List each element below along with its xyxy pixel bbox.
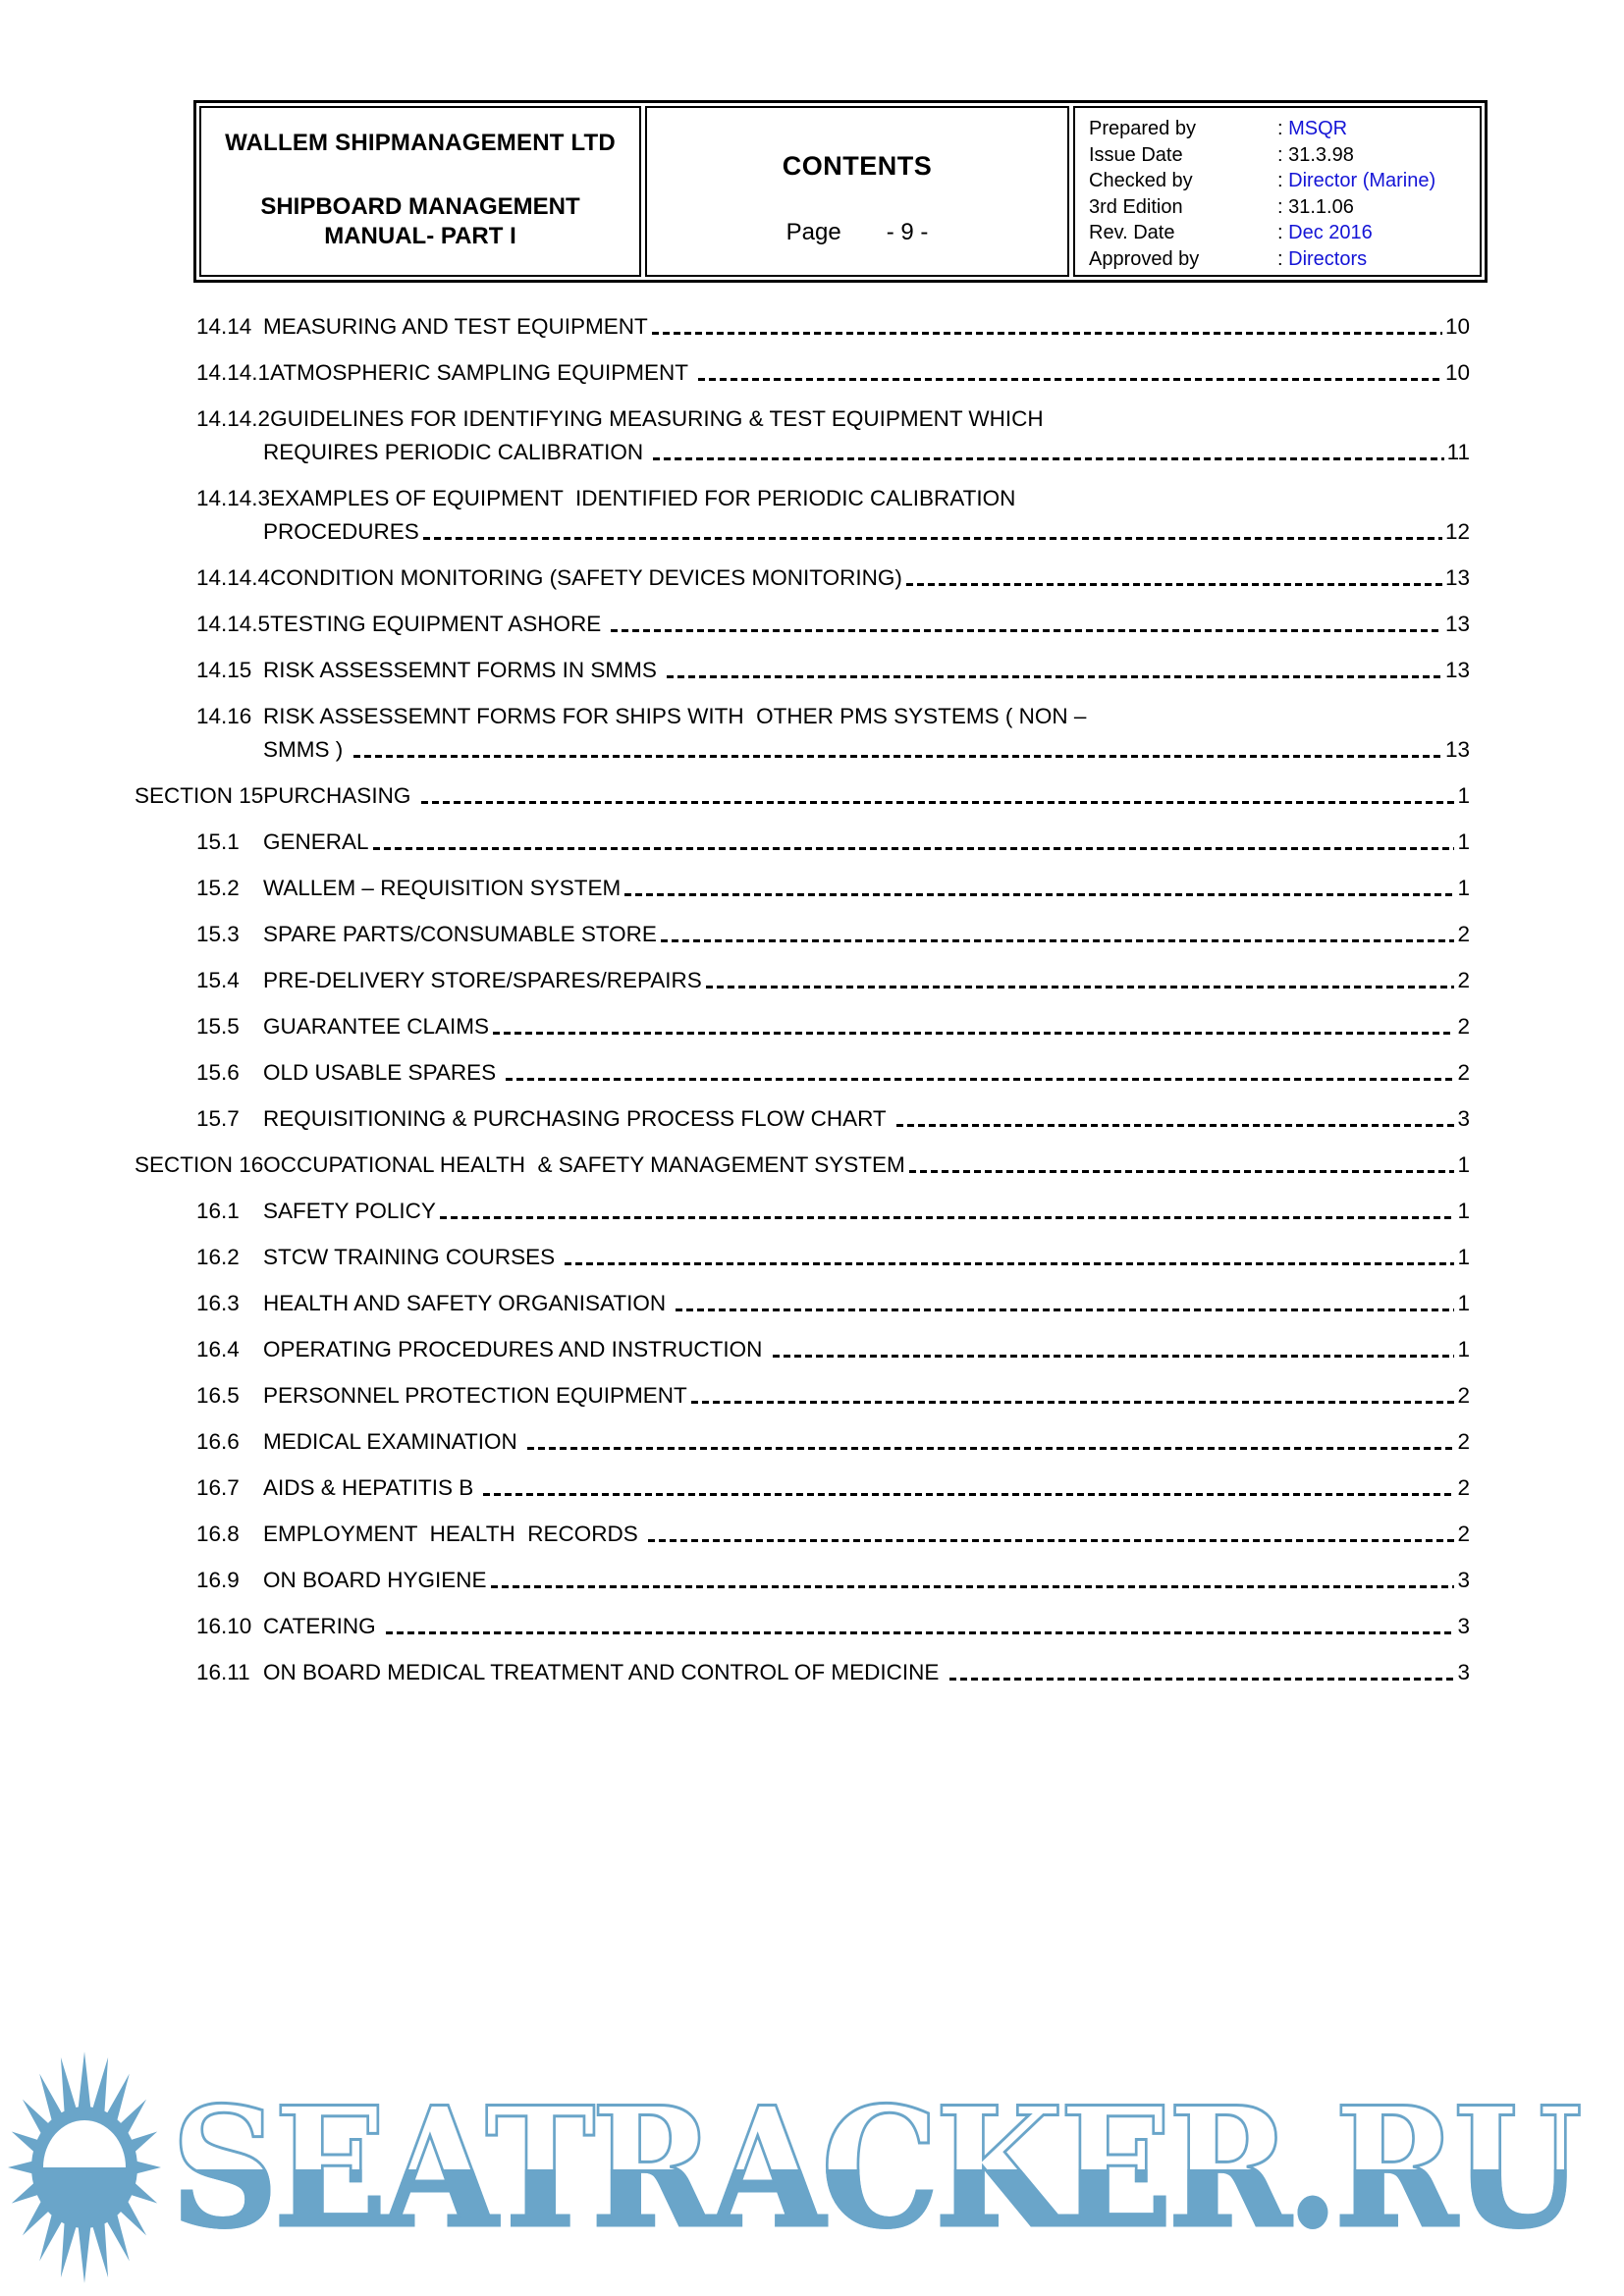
toc-entry-line [135,964,1470,997]
toc-entry-title: PRE-DELIVERY STORE/SPARES/REPAIRS [263,968,702,992]
toc-entry-number: 16.1 [196,1199,240,1223]
toc-entry [135,918,1470,951]
toc-entry-number: 16.6 [196,1429,240,1454]
sun-icon [6,2048,163,2287]
dot-leader [706,986,1455,988]
dot-leader [773,1355,1455,1358]
toc-entry-line [135,1195,1470,1228]
dot-leader [353,755,1442,758]
toc-entry-page: 3 [1457,1568,1470,1592]
toc-entry-line [135,1610,1470,1643]
toc-entry-title: GUIDELINES FOR IDENTIFYING MEASURING & TEST EQUIPMENT WHICH [270,406,1044,431]
dot-leader [949,1678,1455,1681]
toc-entry-title: MEASURING AND TEST EQUIPMENT [263,314,648,339]
toc-entry [135,561,1470,595]
toc-entry-title: GENERAL [263,829,369,854]
dot-leader [440,1216,1455,1219]
toc-entry-page: 2 [1457,968,1470,992]
toc-entry-line [135,402,1470,436]
toc-entry-title: EMPLOYMENT HEALTH RECORDS [263,1522,644,1546]
dot-leader [698,378,1442,381]
toc-entry-page: 11 [1446,440,1470,464]
toc-entry-page: 1 [1457,783,1470,808]
toc-entry [135,402,1470,469]
dot-leader [483,1493,1454,1496]
meta-value: Directors [1288,247,1368,270]
toc-entry [135,1287,1470,1320]
toc-entry-title: WALLEM – REQUISITION SYSTEM [263,876,622,900]
toc-entry-number: 16.8 [196,1522,240,1546]
toc-entry-title: RISK ASSESSEMNT FORMS FOR SHIPS WITH OTHER PMS SYSTEMS ( NON – [263,704,1087,728]
toc-entry [135,654,1470,687]
toc-entry [135,1656,1470,1689]
toc-entry-line [135,608,1470,641]
toc-entry-line [135,1471,1470,1505]
toc-entry-number: 16.5 [196,1383,240,1408]
toc-entry-line [135,1010,1470,1043]
toc-entry-title: AIDS & HEPATITIS B [263,1475,480,1500]
toc-entry [135,779,1470,813]
toc-entry-page: 3 [1457,1106,1470,1131]
toc-entry-number: SECTION 16 [135,1152,264,1177]
toc-entry [135,608,1470,641]
toc-entry-number: 14.16 [196,704,252,728]
toc-entry-line [135,1333,1470,1366]
toc-entry-page: 1 [1457,876,1470,900]
meta-row [1089,194,1474,221]
toc-entry [135,1518,1470,1551]
toc-entry-title-continued: PROCEDURES [263,519,419,544]
page-number: - 9 - [886,219,929,245]
toc-entry-number: 14.14.3 [196,486,271,510]
toc-entry-line [135,1287,1470,1320]
toc-entry-number: 16.2 [196,1245,240,1269]
meta-row [1089,220,1474,246]
toc-entry [135,1148,1470,1182]
dot-leader [506,1078,1454,1081]
contents-block [645,106,1069,277]
toc-entry-title: OCCUPATIONAL HEALTH & SAFETY MANAGEMENT SYSTEM [263,1152,905,1177]
toc-entry [135,310,1470,344]
page-indicator [647,219,1067,246]
meta-value: MSQR [1288,118,1348,139]
meta-value: Director (Marine) [1288,170,1436,191]
toc-entry-number: 16.10 [196,1614,252,1638]
page-title: CONTENTS [782,151,933,181]
toc-entry-page: 2 [1457,1429,1470,1454]
dot-leader [624,893,1454,896]
toc-entry-title: EXAMPLES OF EQUIPMENT IDENTIFIED FOR PERIODIC CALIBRATION [270,486,1016,510]
toc-entry-number: 15.5 [196,1014,240,1039]
toc-entry-number: 16.3 [196,1291,240,1315]
meta-colon: : [1277,118,1289,139]
toc-entry-line [135,1379,1470,1413]
toc-entry-line2 [263,515,1470,549]
toc-entry-number: 15.4 [196,968,240,992]
toc-entry-title: GUARANTEE CLAIMS [263,1014,490,1039]
toc-entry-number: 14.14.4 [196,565,271,590]
meta-colon: : [1277,247,1289,270]
toc-entry-line [135,482,1470,515]
meta-value: Dec 2016 [1288,222,1373,243]
toc-entry-title-continued: SMMS ) [263,737,350,762]
toc-entry-page: 2 [1457,1475,1470,1500]
meta-colon: : [1277,222,1289,243]
toc-entry [135,1610,1470,1643]
toc-entry [135,1425,1470,1459]
meta-row [1089,246,1474,273]
dot-leader [676,1308,1454,1311]
toc-entry-page: 10 [1444,360,1470,385]
toc-entry-title: ON BOARD MEDICAL TREATMENT AND CONTROL OF MEDICINE [263,1660,946,1684]
toc-entry-page: 2 [1457,1014,1470,1039]
meta-label: Approved by [1089,247,1200,270]
toc-entry-line2 [263,733,1470,767]
toc-entry [135,700,1470,767]
toc-entry-page: 1 [1457,1337,1470,1362]
dot-leader [611,629,1442,632]
toc-entry-line [135,356,1470,390]
toc-entry-page: 2 [1457,922,1470,946]
toc-entry-title: PURCHASING [263,783,417,808]
dot-leader [896,1124,1455,1127]
meta-row [1089,142,1474,169]
toc-entry-title: OPERATING PROCEDURES AND INSTRUCTION [263,1337,769,1362]
toc-entry [135,1010,1470,1043]
dot-leader [661,939,1455,942]
toc-entry-page: 2 [1457,1060,1470,1085]
dot-leader [493,1032,1454,1035]
meta-label: Checked by [1089,170,1193,191]
toc-entry-title: SAFETY POLICY [263,1199,436,1223]
toc-entry-title: OLD USABLE SPARES [263,1060,503,1085]
meta-colon: : [1277,170,1289,191]
manual-title-line1: SHIPBOARD MANAGEMENT [260,193,580,220]
toc-entry-number: 16.9 [196,1568,240,1592]
dot-leader [667,675,1442,678]
toc-entry-line [135,561,1470,595]
toc-entry-number: 16.11 [196,1660,250,1684]
toc-entry-title: CONDITION MONITORING (SAFETY DEVICES MONITORING) [270,565,902,590]
company-name: WALLEM SHIPMANAGEMENT LTD [225,130,616,156]
dot-leader [421,801,1455,804]
dot-leader [909,1170,1455,1173]
toc-entry-page: 13 [1444,658,1470,682]
dot-leader [906,583,1442,586]
toc-entry-number: 14.14.5 [196,612,271,636]
dot-leader [423,537,1442,540]
toc-entry [135,964,1470,997]
toc-entry-page: 13 [1444,612,1470,636]
toc-entry-title: SPARE PARTS/CONSUMABLE STORE [263,922,657,946]
toc-entry-line [135,1518,1470,1551]
toc-entry [135,1333,1470,1366]
toc-entry-page: 13 [1444,565,1470,590]
toc-entry-line [135,1056,1470,1090]
dot-leader [653,457,1443,460]
meta-value: 31.3.98 [1288,143,1354,166]
toc-entry-number: 16.7 [196,1475,240,1500]
toc-entry-number: 14.14.2 [196,406,271,431]
toc-entry-line [135,654,1470,687]
toc-entry [135,1056,1470,1090]
toc-entry-line [135,918,1470,951]
meta-colon: : [1277,195,1289,218]
meta-rows [1089,116,1474,272]
toc-entry [135,1379,1470,1413]
toc-entry-page: 1 [1457,829,1470,854]
toc-entry-title: RISK ASSESSEMNT FORMS IN SMMS [263,658,664,682]
toc-entry [135,356,1470,390]
toc-entry [135,1471,1470,1505]
dot-leader [691,1401,1455,1404]
meta-label: Issue Date [1089,143,1183,166]
meta-label: 3rd Edition [1089,195,1183,218]
toc-entry [135,1102,1470,1136]
manual-title [201,192,639,251]
toc-entry-number: 15.1 [196,829,240,854]
meta-value: 31.1.06 [1288,195,1354,218]
toc-entry-title: HEALTH AND SAFETY ORGANISATION [263,1291,673,1315]
dot-leader [491,1585,1455,1588]
toc-entry-line [135,1102,1470,1136]
dot-leader [386,1631,1455,1634]
toc-entry-page: 12 [1444,519,1470,544]
toc-entry-number: 15.3 [196,922,240,946]
toc-entry-line [135,826,1470,859]
toc-entry-line [135,779,1470,813]
toc-entry-title: TESTING EQUIPMENT ASHORE [270,612,608,636]
toc-entry-line [135,700,1470,733]
toc-entry-page: 10 [1444,314,1470,339]
toc-entry-line [135,1656,1470,1689]
toc-entry-number: 14.14 [196,314,252,339]
toc-entry-page: 1 [1457,1291,1470,1315]
toc-entry-line [135,1241,1470,1274]
toc-entry-title: CATERING [263,1614,382,1638]
meta-colon: : [1277,143,1289,166]
toc-entry-number: 14.14.1 [196,360,271,385]
toc-entry-page: 2 [1457,1383,1470,1408]
meta-block [1073,106,1482,277]
dot-leader [527,1447,1454,1450]
toc-entry-line [135,1148,1470,1182]
toc-entry-page: 3 [1457,1614,1470,1638]
toc-entry-title: ON BOARD HYGIENE [263,1568,487,1592]
toc-entry-page: 3 [1457,1660,1470,1684]
toc-entry-page: 2 [1457,1522,1470,1546]
toc-entry-title-continued: REQUIRES PERIODIC CALIBRATION [263,440,650,464]
meta-label: Rev. Date [1089,222,1175,243]
toc-entry-line [135,310,1470,344]
toc-entry [135,482,1470,549]
toc-entry-page: 1 [1457,1245,1470,1269]
toc-entry-number: 15.2 [196,876,240,900]
toc-entry [135,1241,1470,1274]
toc-entry-page: 13 [1444,737,1470,762]
toc-entry-title: MEDICAL EXAMINATION [263,1429,524,1454]
toc-entry [135,1195,1470,1228]
toc-entry-line2 [263,436,1470,469]
dot-leader [652,332,1442,335]
toc-entry-line [135,1425,1470,1459]
manual-title-line2: MANUAL- PART I [324,223,516,249]
toc-entry-number: 16.4 [196,1337,240,1362]
toc-entry-number: 14.15 [196,658,252,682]
document-header [193,100,1488,283]
toc-entry-number: SECTION 15 [135,783,264,808]
meta-row [1089,116,1474,142]
toc-entry-number: 15.6 [196,1060,240,1085]
watermark [6,2048,1624,2287]
table-of-contents [135,310,1470,1702]
toc-entry-page: 1 [1457,1152,1470,1177]
toc-entry-number: 15.7 [196,1106,240,1131]
dot-leader [565,1262,1454,1265]
toc-entry-line [135,872,1470,905]
toc-entry [135,1564,1470,1597]
company-block [199,106,641,277]
toc-entry [135,826,1470,859]
toc-entry-title: ATMOSPHERIC SAMPLING EQUIPMENT [270,360,694,385]
dot-leader [373,847,1455,850]
meta-row [1089,168,1474,194]
watermark-text: SEATRACKER.RU [171,2070,1579,2265]
toc-entry-title: STCW TRAINING COURSES [263,1245,562,1269]
dot-leader [648,1539,1455,1542]
toc-entry-title: REQUISITIONING & PURCHASING PROCESS FLOW CHART [263,1106,893,1131]
toc-entry [135,872,1470,905]
page-label: Page [785,219,841,245]
meta-label: Prepared by [1089,118,1196,139]
toc-entry-line [135,1564,1470,1597]
toc-entry-page: 1 [1457,1199,1470,1223]
toc-entry-title: PERSONNEL PROTECTION EQUIPMENT [263,1383,687,1408]
